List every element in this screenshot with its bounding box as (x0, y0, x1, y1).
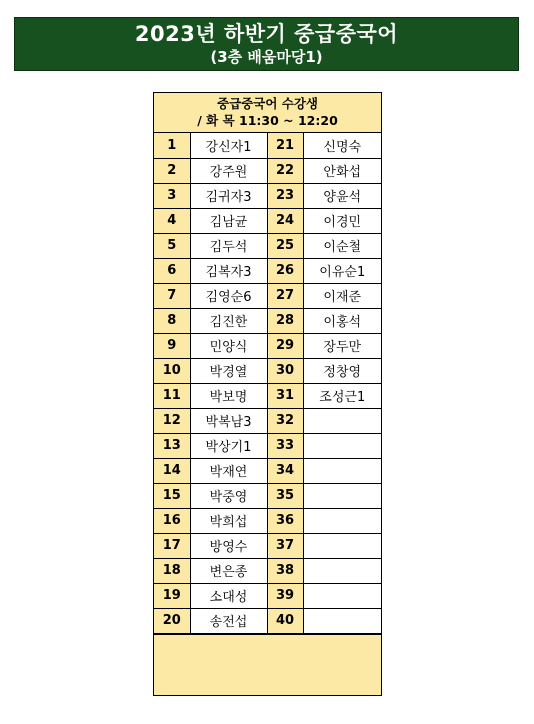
student-number-cell: 36 (267, 508, 303, 533)
student-number-cell: 16 (154, 508, 190, 533)
student-number-cell: 25 (267, 233, 303, 258)
student-number-cell: 29 (267, 333, 303, 358)
student-number-cell: 10 (154, 358, 190, 383)
student-name-cell (303, 508, 381, 533)
table-row (154, 558, 381, 583)
student-number-cell: 40 (267, 608, 303, 633)
table-row (154, 158, 381, 183)
student-number-cell: 23 (267, 183, 303, 208)
table-row (154, 583, 381, 608)
table-row (154, 208, 381, 233)
student-number-cell: 1 (154, 133, 190, 158)
student-number-cell: 26 (267, 258, 303, 283)
student-name-cell: 송전섭 (190, 608, 267, 633)
student-number-cell: 34 (267, 458, 303, 483)
roster-body (154, 133, 381, 633)
student-name-cell: 이순철 (303, 233, 381, 258)
table-row (154, 308, 381, 333)
student-name-cell: 조성근1 (303, 383, 381, 408)
student-name-cell: 김복자3 (190, 258, 267, 283)
student-number-cell: 35 (267, 483, 303, 508)
roster-heading-line2: / 화 목 11:30 ~ 12:20 (197, 113, 338, 128)
student-name-cell (303, 583, 381, 608)
student-name-cell: 김남균 (190, 208, 267, 233)
table-row (154, 533, 381, 558)
roster-heading-line1: 중급중국어 수강생 (217, 96, 318, 111)
student-number-cell: 38 (267, 558, 303, 583)
student-name-cell (303, 533, 381, 558)
table-row (154, 483, 381, 508)
table-row (154, 183, 381, 208)
student-name-cell: 이재준 (303, 283, 381, 308)
student-name-cell: 민양식 (190, 333, 267, 358)
table-row (154, 233, 381, 258)
student-name-cell: 이홍석 (303, 308, 381, 333)
roster-footer-row (154, 634, 381, 663)
student-name-cell: 박경열 (190, 358, 267, 383)
student-number-cell: 6 (154, 258, 190, 283)
student-name-cell: 장두만 (303, 333, 381, 358)
student-number-cell: 8 (154, 308, 190, 333)
student-number-cell: 7 (154, 283, 190, 308)
table-row (154, 333, 381, 358)
student-name-cell: 정창영 (303, 358, 381, 383)
student-name-cell: 박보명 (190, 383, 267, 408)
student-name-cell: 김두석 (190, 233, 267, 258)
student-number-cell: 9 (154, 333, 190, 358)
student-name-cell: 강주원 (190, 158, 267, 183)
student-number-cell: 31 (267, 383, 303, 408)
student-name-cell (303, 408, 381, 433)
table-row (154, 608, 381, 633)
student-number-cell: 32 (267, 408, 303, 433)
student-name-cell: 박재연 (190, 458, 267, 483)
student-number-cell: 17 (154, 533, 190, 558)
student-number-cell: 4 (154, 208, 190, 233)
student-number-cell: 21 (267, 133, 303, 158)
student-number-cell: 30 (267, 358, 303, 383)
student-number-cell: 14 (154, 458, 190, 483)
student-name-cell: 이유순1 (303, 258, 381, 283)
table-row (154, 433, 381, 458)
student-number-cell: 20 (154, 608, 190, 633)
student-name-cell: 이경민 (303, 208, 381, 233)
student-number-cell: 19 (154, 583, 190, 608)
student-name-cell (303, 433, 381, 458)
student-name-cell: 김귀자3 (190, 183, 267, 208)
table-row (154, 258, 381, 283)
banner-title: 2023년 하반기 중급중국어 (134, 22, 399, 46)
student-name-cell: 박희섭 (190, 508, 267, 533)
table-row (154, 508, 381, 533)
table-row (154, 358, 381, 383)
student-name-cell: 양윤석 (303, 183, 381, 208)
table-row (154, 283, 381, 308)
table-row (154, 458, 381, 483)
roster-sheet (153, 92, 382, 696)
student-name-cell: 소대성 (190, 583, 267, 608)
student-name-cell: 강신자1 (190, 133, 267, 158)
student-name-cell: 신명숙 (303, 133, 381, 158)
student-name-cell: 방영수 (190, 533, 267, 558)
student-name-cell (303, 458, 381, 483)
student-number-cell: 22 (267, 158, 303, 183)
student-number-cell: 27 (267, 283, 303, 308)
student-name-cell: 박상기1 (190, 433, 267, 458)
student-name-cell: 변은종 (190, 558, 267, 583)
student-number-cell: 37 (267, 533, 303, 558)
student-number-cell: 28 (267, 308, 303, 333)
student-name-cell (303, 558, 381, 583)
student-number-cell: 13 (154, 433, 190, 458)
student-number-cell: 11 (154, 383, 190, 408)
roster-heading (154, 93, 381, 133)
banner-subtitle: (3층 배움마당1) (210, 48, 323, 66)
student-number-cell: 24 (267, 208, 303, 233)
table-row (154, 408, 381, 433)
roster-table (154, 133, 381, 634)
student-number-cell: 12 (154, 408, 190, 433)
student-name-cell (303, 483, 381, 508)
student-number-cell: 18 (154, 558, 190, 583)
student-number-cell: 33 (267, 433, 303, 458)
student-number-cell: 39 (267, 583, 303, 608)
table-row (154, 383, 381, 408)
student-number-cell: 3 (154, 183, 190, 208)
student-name-cell: 김진한 (190, 308, 267, 333)
student-name-cell: 안화섭 (303, 158, 381, 183)
student-number-cell: 5 (154, 233, 190, 258)
student-name-cell: 박복남3 (190, 408, 267, 433)
student-name-cell: 박중영 (190, 483, 267, 508)
student-name-cell (303, 608, 381, 633)
title-banner (14, 17, 519, 71)
student-name-cell: 김영순6 (190, 283, 267, 308)
table-row (154, 133, 381, 158)
student-number-cell: 15 (154, 483, 190, 508)
student-number-cell: 2 (154, 158, 190, 183)
